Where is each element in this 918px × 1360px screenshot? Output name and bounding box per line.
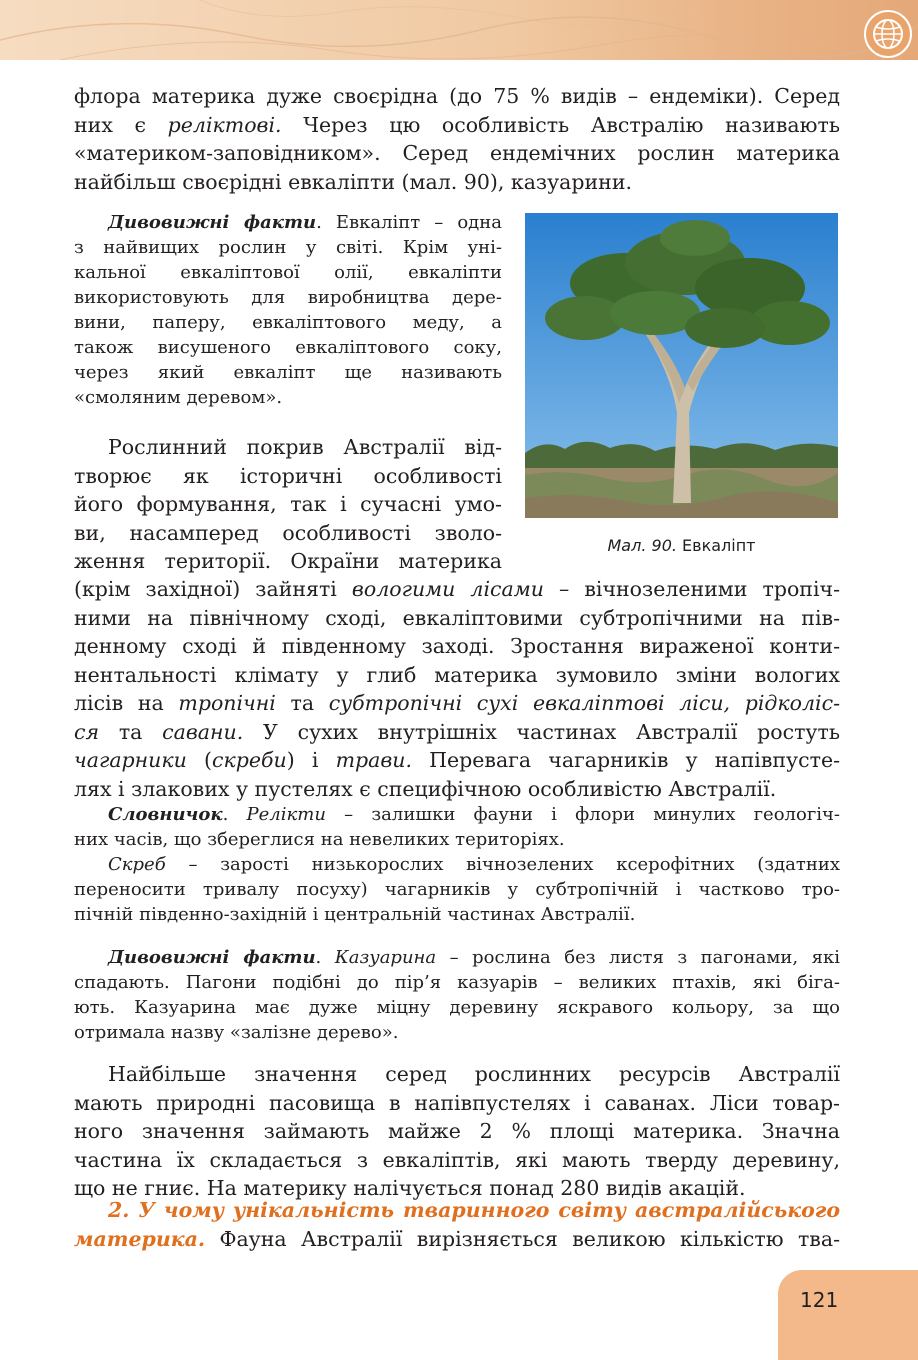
figure-caption: Мал. 90. Евкаліпт [607, 536, 756, 555]
plant-resources-paragraph: Найбільше значення серед рослинних ресурсів Австралії мають природні пасовища в напівпустелях і саванах. Ліси товар- ного значення займають майже 2 % площі материка. Значна частина їх складається з евкаліптів, які мають тверду деревину, що не гниє. На материку налічується понад 280 видів акацій. [74, 1062, 840, 1200]
page-number-tab [778, 1270, 918, 1360]
glossary-box: Словничок. Релікти – залишки фауни і флори минулих геологіч- них часів, що збереглися на невеликих територіях. Скреб – зарості низькорослих вічнозелених ксерофітних (здатних переносити тривалу посуху) чагарників у субтропічній і частково тро- пічній південно-західній і центральній частинах Австралії. [74, 804, 840, 925]
amazing-facts-casuarina: Дивовижні факти. Казуарина – рослина без листя з пагонами, які спадають. Пагони подібні до пір’я казуарів – великих птахів, які біга- ють. Казуарина має дуже міцну деревину яскравого кольору, за що отримала назву «залізне дерево». [74, 947, 840, 1043]
page-number: 121 [800, 1288, 839, 1312]
globe-icon [864, 10, 912, 58]
amazing-facts-eucalyptus: Дивовижні факти. Евкаліпт – одна з найвищих рослин у світі. Крім уні- кальної евкаліптової олії, евкаліпти використовують для виробництва дере- вини, паперу, евкаліптового меду, а також висушеного евкаліптового соку, через який евкаліпт ще називають «смоляним деревом». [74, 212, 502, 408]
eucalyptus-photo [525, 213, 838, 518]
header-band [0, 0, 918, 60]
section-heading: 2. У чому унікальність тваринного світу австралійського [108, 1198, 840, 1222]
fact-heading: Дивовижні факти [108, 212, 317, 233]
glossary-heading: Словничок [108, 804, 223, 825]
map-texture-decoration [0, 0, 918, 60]
vegetation-paragraph-bottom: (крім західної) зайняті вологими лісами – вічнозеленими тропіч- ними на північному сході, евкаліптовими субтропічними на пів- денному сході й південному заході. Зростання вираженої конти- нентальності клімату у глиб материка зумовило зміни вологих лісів на тропічні та субтропічні сухі евкаліптові ліси, рідколіс- ся та савани. У сухих внутрішніх частинах Австралії ростуть чагарники (скреби) і трави. Перевага чагарників у напівпусте- лях і злакових у пустелях є специфічною особливістю Австралії. [74, 577, 841, 801]
intro-paragraph: флора материка дуже своєрідна (до 75 % видів – ендеміки). Серед них є реліктові. Через цю особливість Австралію називають «материком-заповідником». Серед ендемічних рослин материка найбільш своєрідні евкаліпти (мал. 90), казуарини. [74, 84, 840, 194]
fact-heading: Дивовижні факти [108, 947, 316, 968]
section-2-intro: 2. У чому унікальність тваринного світу австралійського материка. Фауна Австралії вирізняється великою кількістю тва- [74, 1198, 840, 1251]
vegetation-paragraph-top: Рослинний покрив Австралії від- творює як історичні особливості його формування, так і сучасні умо- ви, насамперед особливості зволо- ження території. Окраїни материка [74, 435, 502, 573]
